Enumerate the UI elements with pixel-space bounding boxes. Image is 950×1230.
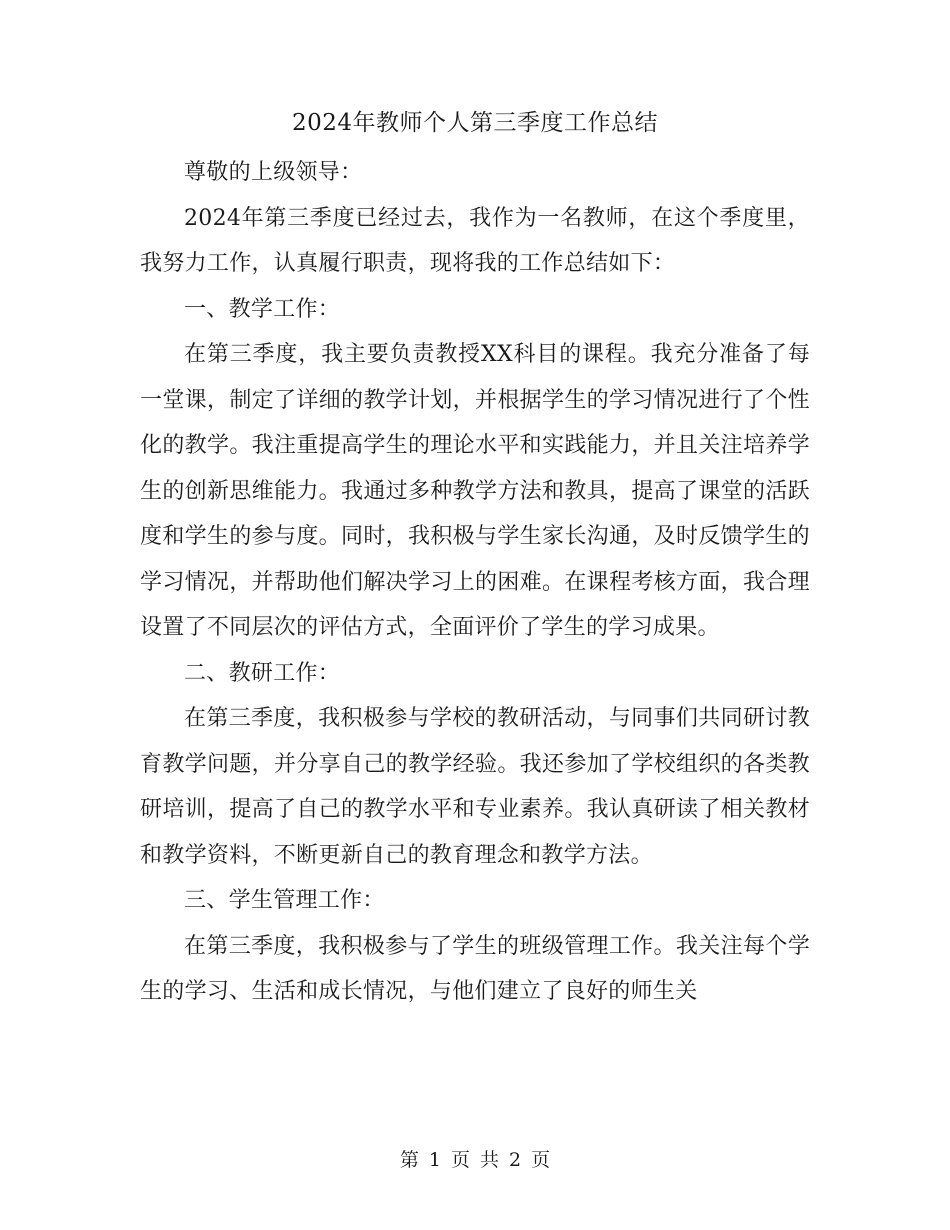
teaching-paragraph: 在第三季度，我主要负责教授XX科目的课程。我充分准备了每一堂课，制定了详细的教学计划，并根据学生的学习情况进行了个性化的教学。我注重提高学生的理论水平和实践能力，并且关注培养学生的创新思维能力。我通过多种教学方法和教具，提高了课堂的活跃度和学生的参与度。同时，我积极与学生家长沟通，及时反馈学生的学习情况，并帮助他们解决学习上的困难。在课程考核方面，我合理设置了不同层次的评估方式，全面评价了学生的学习成果。 <box>140 342 810 640</box>
section-heading-teaching: 一、教学工作： <box>184 296 341 322</box>
student-management-paragraph: 在第三季度，我积极参与了学生的班级管理工作。我关注每个学生的学习、生活和成长情况，与他们建立了良好的师生关 <box>140 933 810 1004</box>
salutation: 尊敬的上级领导： <box>184 160 363 185</box>
research-paragraph: 在第三季度，我积极参与学校的教研活动，与同事们共同研讨教育教学问题，并分享自己的教学经验。我还参加了学校组织的各类教研培训，提高了自己的教学水平和专业素养。我认真研读了相关教材和教学资料，不断更新自己的教育理念和教学方法。 <box>140 706 810 868</box>
document-title: 2024年教师个人第三季度工作总结 <box>291 110 659 136</box>
page-footer: 第 1 页 共 2 页 <box>399 1149 551 1171</box>
document-body <box>140 150 810 1015</box>
section-heading-student-management: 三、学生管理工作： <box>184 888 385 913</box>
section-heading-research: 二、教研工作： <box>184 660 341 686</box>
intro-paragraph: 2024年第三季度已经过去，我作为一名教师，在这个季度里，我努力工作，认真履行职责，现将我的工作总结如下： <box>140 205 810 276</box>
